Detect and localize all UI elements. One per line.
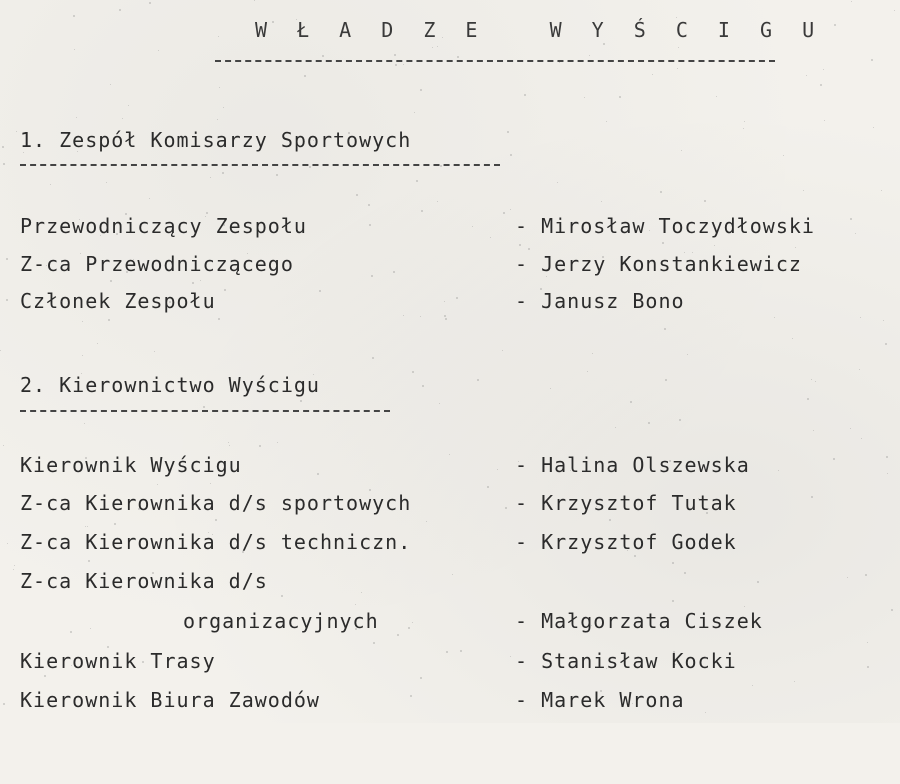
noise-speck [606,668,607,669]
noise-speck [206,212,208,214]
noise-speck [803,190,804,191]
noise-speck [589,55,590,56]
document-title: W Ł A D Z E W Y Ś C I G U [255,18,824,42]
noise-speck [77,151,78,152]
noise-speck [133,259,134,260]
person-name: - Marek Wrona [515,688,685,712]
noise-speck [432,47,433,48]
noise-speck [550,388,551,389]
noise-speck [867,642,868,643]
noise-speck [603,43,605,45]
noise-speck [414,112,415,113]
noise-speck [393,271,395,273]
noise-speck [881,190,882,191]
noise-speck [592,353,593,354]
noise-speck [865,574,867,576]
noise-speck [570,470,571,471]
noise-speck [510,209,511,210]
noise-speck [744,121,745,122]
noise-speck [242,551,244,553]
noise-speck [477,379,479,381]
noise-speck [200,280,201,281]
role-label: Z-ca Kierownika d/s sportowych [20,491,412,515]
noise-speck [630,401,632,403]
noise-speck [107,223,108,224]
noise-speck [158,50,159,51]
noise-speck [652,74,653,75]
noise-speck [706,512,708,514]
noise-speck [610,508,611,509]
noise-speck [3,445,4,446]
noise-speck [679,419,681,421]
noise-speck [2,146,4,148]
noise-speck [887,473,888,474]
noise-speck [149,2,151,4]
noise-speck [6,299,8,301]
role-label: Z-ca Kierownika d/s [20,569,268,593]
noise-speck [114,523,116,525]
noise-speck [97,343,98,344]
person-name: - Stanisław Kocki [515,649,737,673]
noise-speck [317,473,319,475]
noise-speck [519,244,521,246]
noise-speck [860,317,861,318]
noise-speck [408,627,410,629]
noise-speck [14,565,15,566]
noise-speck [85,457,87,459]
noise-speck [142,661,144,663]
noise-speck [813,430,814,431]
person-name: - Małgorzata Ciszek [515,609,763,633]
role-label: Przewodniczący Zespołu [20,214,307,238]
noise-speck [13,569,14,570]
noise-speck [528,248,530,250]
noise-speck [662,242,664,244]
noise-speck [420,316,421,317]
noise-speck [559,62,560,63]
noise-speck [806,75,807,76]
noise-speck [490,237,491,238]
noise-speck [698,498,699,499]
list-item [20,609,890,639]
role-label: Kierownik Trasy [20,649,216,673]
list-item [20,453,890,483]
noise-speck [281,595,283,597]
noise-speck [440,165,442,167]
list-item [20,289,890,319]
noise-speck [460,650,462,652]
noise-speck [794,681,795,682]
noise-speck [778,470,779,471]
noise-speck [395,64,397,66]
noise-speck [606,121,607,122]
noise-speck [394,54,396,56]
noise-speck [229,445,230,446]
noise-speck [437,201,438,202]
noise-speck [649,230,650,231]
noise-speck [675,664,676,665]
noise-speck [310,702,312,704]
noise-speck [510,154,512,156]
noise-speck [88,560,90,562]
noise-speck [50,184,51,185]
noise-speck [894,10,895,11]
noise-speck [313,140,314,141]
noise-speck [444,315,446,317]
noise-speck [410,695,412,697]
role-label: Członek Zespołu [20,289,216,313]
noise-speck [61,301,62,302]
list-item [20,252,890,282]
noise-speck [642,459,643,460]
noise-speck [218,318,220,320]
noise-speck [369,224,371,226]
role-label: Z-ca Kierownika d/s techniczn. [20,530,412,554]
person-name: - Janusz Bono [515,289,685,313]
person-name: - Halina Olszewska [515,453,750,477]
noise-speck [397,634,399,636]
noise-speck [372,357,374,359]
noise-speck [403,315,404,316]
noise-speck [361,592,362,593]
noise-speck [444,301,445,302]
noise-speck [619,96,621,98]
noise-speck [609,519,611,521]
noise-speck [254,0,255,1]
noise-speck [634,555,636,557]
noise-speck [439,403,440,404]
noise-speck [452,574,453,575]
noise-speck [873,127,874,128]
noise-speck [276,174,278,176]
noise-speck [355,628,357,630]
noise-speck [883,320,884,321]
noise-speck [540,288,542,290]
noise-speck [412,371,414,373]
noise-speck [518,461,519,462]
person-name: - Krzysztof Tutak [515,491,737,515]
noise-speck [684,252,685,253]
noise-speck [348,132,350,134]
noise-speck [192,282,194,284]
noise-speck [627,550,628,551]
noise-speck [296,19,297,20]
noise-speck [125,213,127,215]
noise-speck [855,233,856,234]
noise-speck [71,665,72,666]
noise-speck [108,319,110,321]
noise-speck [73,15,75,17]
noise-speck [600,690,602,692]
noise-speck [601,201,602,202]
noise-speck [665,379,667,381]
noise-speck [602,256,604,258]
list-item [20,491,890,521]
noise-speck [503,212,505,214]
noise-speck [122,118,123,119]
noise-speck [224,289,226,291]
noise-speck [412,622,413,623]
noise-speck [823,69,824,70]
noise-speck [669,460,671,462]
noise-speck [210,483,211,484]
noise-speck [80,253,81,254]
noise-speck [373,642,375,644]
noise-speck [446,651,448,653]
noise-speck [25,385,26,386]
noise-speck [261,506,263,508]
noise-speck [228,442,229,443]
noise-speck [322,55,324,57]
noise-speck [90,628,91,629]
noise-speck [660,191,662,193]
noise-speck [678,47,679,48]
noise-speck [277,442,278,443]
noise-speck [82,321,83,322]
noise-speck [304,75,306,77]
noise-speck [774,317,775,318]
noise-speck [692,252,693,253]
noise-speck [154,351,155,352]
noise-speck [309,166,311,168]
noise-speck [851,1,852,2]
noise-speck [368,204,370,206]
role-label: Z-ca Przewodniczącego [20,252,294,276]
noise-speck [672,562,674,564]
noise-speck [546,276,547,277]
noise-speck [81,373,82,374]
noise-speck [859,369,860,370]
noise-speck [456,297,458,299]
noise-speck [449,454,450,455]
noise-speck [792,338,793,339]
noise-speck [557,182,558,183]
noise-speck [300,400,302,402]
role-label: Kierownik Biura Zawodów [20,688,320,712]
noise-speck [861,438,862,439]
noise-speck [403,64,404,65]
noise-speck [426,521,427,522]
noise-speck [716,96,717,97]
noise-speck [138,508,140,510]
noise-speck [152,572,154,574]
noise-speck [128,105,129,106]
list-item [20,688,890,718]
section-heading-management: 2. Kierownictwo Wyścigu [20,373,320,397]
noise-speck [886,456,888,458]
noise-speck [223,107,224,108]
noise-speck [524,94,526,96]
noise-speck [815,381,816,382]
role-label: Kierownik Wyścigu [20,453,242,477]
section-underline [20,410,390,412]
noise-speck [259,445,261,447]
noise-speck [110,280,112,282]
noise-speck [3,163,5,165]
noise-speck [487,486,489,488]
noise-speck [704,200,706,202]
noise-speck [705,712,706,713]
noise-speck [850,428,851,429]
person-name: - Mirosław Toczydłowski [515,214,815,238]
noise-speck [891,609,893,611]
list-item [20,649,890,679]
noise-speck [596,506,597,507]
noise-speck [420,89,422,91]
person-name: - Jerzy Konstankiewicz [515,252,802,276]
noise-speck [885,343,887,345]
noise-speck [472,226,473,227]
noise-speck [369,489,371,491]
noise-speck [807,398,809,400]
noise-speck [752,685,753,686]
noise-speck [0,350,1,351]
list-item [20,530,890,560]
noise-speck [708,508,709,509]
noise-speck [70,631,72,633]
noise-speck [457,56,459,58]
noise-speck [157,484,158,485]
role-label-continuation: organizacyjnych [183,609,379,633]
noise-speck [210,177,211,178]
noise-speck [217,119,218,120]
noise-speck [795,247,796,248]
noise-speck [247,253,248,254]
noise-speck [783,155,784,156]
noise-speck [421,210,423,212]
noise-speck [584,97,585,98]
noise-speck [21,232,22,233]
noise-speck [87,526,88,527]
noise-speck [824,120,825,121]
noise-speck [587,371,588,372]
noise-speck [76,117,77,118]
noise-speck [16,131,17,132]
person-name: - Krzysztof Godek [515,530,737,554]
noise-speck [497,469,498,470]
noise-speck [850,218,852,220]
noise-speck [208,532,209,533]
noise-speck [705,657,707,659]
noise-speck [212,534,213,535]
noise-speck [820,84,822,86]
noise-speck [507,131,509,133]
noise-speck [149,198,150,199]
noise-speck [505,507,507,509]
noise-speck [502,350,503,351]
noise-speck [664,328,666,330]
noise-speck [218,36,219,37]
noise-speck [313,374,314,375]
noise-speck [355,604,356,605]
noise-speck [422,385,424,387]
noise-speck [677,68,678,69]
noise-speck [82,355,83,356]
noise-speck [371,275,373,277]
noise-speck [215,519,217,521]
noise-speck [6,258,8,260]
noise-speck [632,703,633,704]
noise-speck [757,581,759,583]
noise-speck [7,543,8,544]
noise-speck [871,59,873,61]
noise-speck [445,318,447,320]
noise-speck [46,265,47,266]
noise-speck [744,606,745,607]
noise-speck [169,301,171,303]
noise-speck [615,427,616,428]
noise-speck [648,422,650,424]
title-underline [215,60,775,62]
noise-speck [107,646,109,648]
list-item [20,569,890,599]
noise-speck [116,233,118,235]
noise-speck [420,677,422,679]
noise-speck [811,496,813,498]
noise-speck [847,577,848,578]
noise-speck [687,354,688,355]
noise-speck [673,651,675,653]
noise-speck [203,406,205,408]
noise-speck [684,572,686,574]
noise-speck [74,49,75,50]
noise-speck [79,219,80,220]
noise-speck [356,194,358,196]
list-item [20,214,890,244]
noise-speck [119,9,121,11]
noise-speck [222,172,224,174]
noise-speck [85,526,86,527]
noise-speck [110,84,111,85]
noise-speck [867,666,869,668]
noise-speck [23,152,24,153]
noise-speck [743,128,744,129]
noise-speck [219,87,220,88]
noise-speck [681,150,682,151]
noise-speck [100,235,101,236]
noise-speck [319,290,321,292]
noise-speck [119,587,121,589]
noise-speck [84,423,85,424]
noise-speck [811,379,812,380]
noise-speck [510,656,511,657]
noise-speck [416,180,418,182]
noise-speck [834,24,836,26]
noise-speck [44,675,46,677]
noise-speck [126,271,128,273]
noise-speck [106,182,107,183]
noise-speck [672,600,674,602]
noise-speck [442,37,443,38]
noise-speck [676,17,677,18]
noise-speck [223,224,225,226]
section-underline [20,164,500,166]
section-heading-commissioners: 1. Zespół Komisarzy Sportowych [20,128,412,152]
noise-speck [714,245,715,246]
noise-speck [272,21,274,23]
noise-speck [205,216,206,217]
noise-speck [564,266,565,267]
noise-speck [833,458,835,460]
noise-speck [591,625,592,626]
noise-speck [3,703,5,705]
noise-speck [437,46,438,47]
